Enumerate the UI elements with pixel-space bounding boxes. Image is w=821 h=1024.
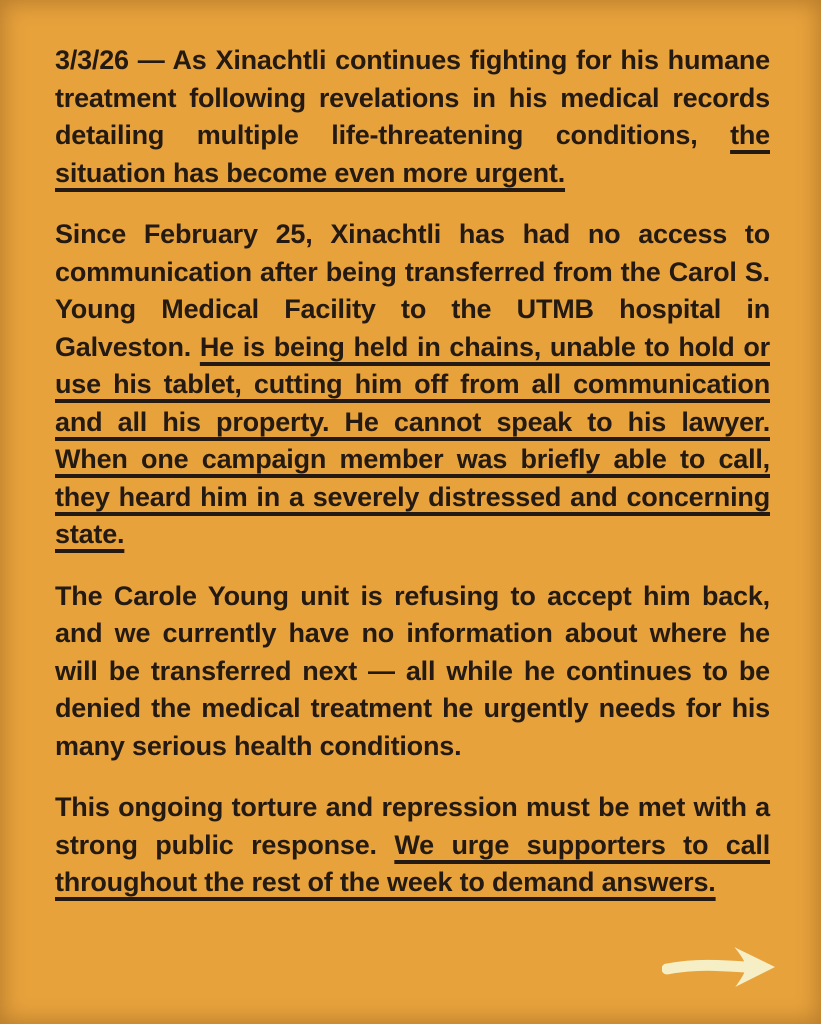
paragraph-4 — [55, 789, 770, 902]
paragraph-2 — [55, 216, 770, 554]
paragraph-1 — [55, 42, 770, 192]
text-block — [55, 42, 770, 926]
underlined-text: the situation has become even more urgent. — [55, 120, 770, 188]
body-text: Since February 25, Xinachtli has had no access to communication after being transferred from the Carol S. Young Medical Facility to the UTMB hospital in Galveston. — [55, 219, 770, 362]
body-text: 3/3/26 — As Xinachtli continues fighting for his humane treatment following revelations in his medical records detailing multiple life-threatening conditions, — [55, 45, 770, 150]
body-text: This ongoing torture and repression must be met with a strong public response. — [55, 792, 770, 860]
arrow-right-icon — [662, 942, 777, 990]
paragraph-3 — [55, 578, 770, 766]
underlined-text: He is being held in chains, unable to hold or use his tablet, cutting him off from all communication and all his property. He cannot speak to his lawyer. When one campaign member was briefly able to call, they heard him in a severely distressed and concerning state. — [55, 331, 770, 549]
underlined-text: We urge supporters to call throughout the rest of the week to demand answers. — [55, 829, 771, 897]
body-text: The Carole Young unit is refusing to accept him back, and we currently have no information about where he will be transferred next — all while he continues to be denied the medical treatment he urgently needs for his many serious health conditions. — [55, 580, 770, 761]
